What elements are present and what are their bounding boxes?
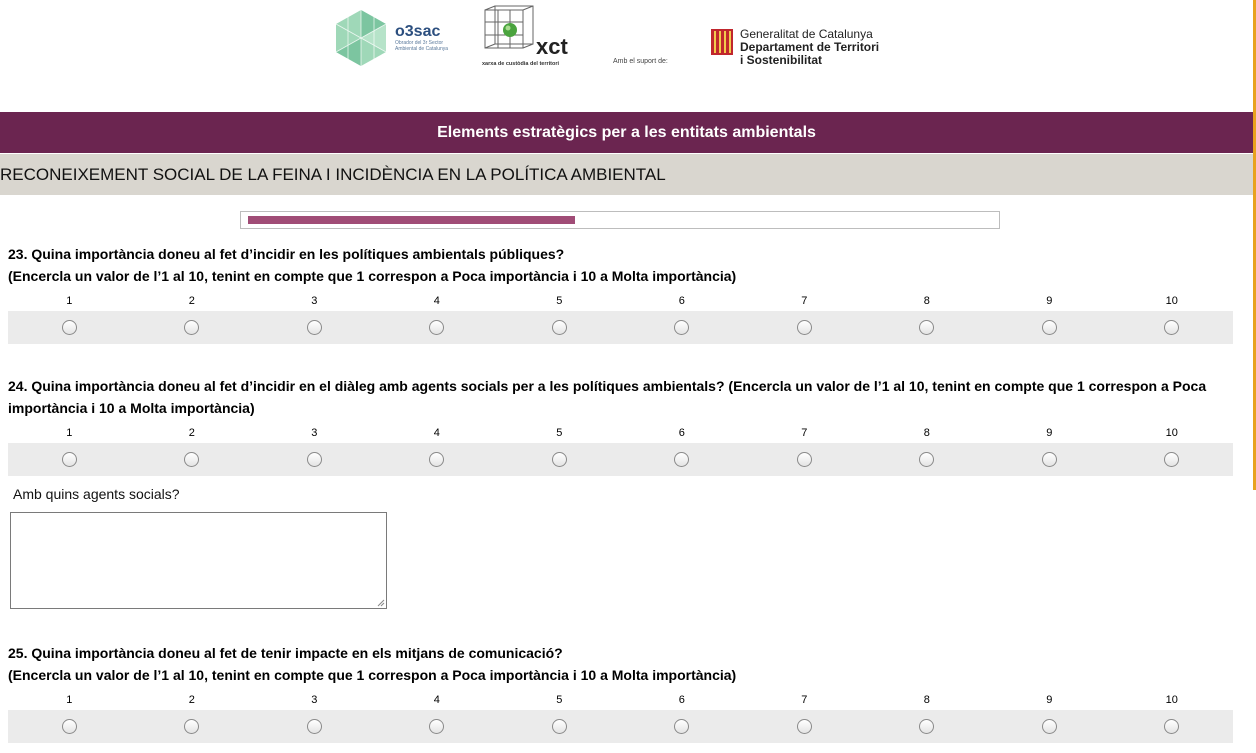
- scale-label: 10: [1165, 427, 1178, 439]
- generalitat-line2: Departament de Territori: [740, 40, 880, 54]
- rating-radio-8[interactable]: [919, 320, 934, 335]
- scale-label: 8: [923, 694, 930, 706]
- scale-label: 9: [1046, 694, 1053, 706]
- scale-label: 3: [311, 295, 318, 307]
- scale-labels-23: [8, 295, 1233, 307]
- scale-label: 4: [433, 295, 440, 307]
- section-title: RECONEIXEMENT SOCIAL DE LA FEINA I INCIDÈNCIA EN LA POLÍTICA AMBIENTAL: [0, 154, 1253, 195]
- rating-radio-8[interactable]: [919, 719, 934, 734]
- scale-label: 6: [678, 295, 685, 307]
- scale-label: 7: [801, 427, 808, 439]
- rating-radio-8[interactable]: [919, 452, 934, 467]
- rating-radio-10[interactable]: [1164, 719, 1179, 734]
- rating-radio-4[interactable]: [429, 452, 444, 467]
- scale-label: 10: [1165, 694, 1178, 706]
- o3sac-hexagon-icon: [333, 8, 389, 68]
- rating-radio-9[interactable]: [1042, 320, 1057, 335]
- rating-radio-3[interactable]: [307, 320, 322, 335]
- rating-radio-7[interactable]: [797, 320, 812, 335]
- scale-label: 5: [556, 295, 563, 307]
- question-25: [0, 642, 1256, 686]
- scale-label: 8: [923, 427, 930, 439]
- question-text: 23. Quina importància doneu al fet d’incidir en les polítiques ambientals públiques?: [8, 246, 565, 262]
- o3sac-logo: [333, 8, 463, 68]
- scale-label: 1: [66, 295, 73, 307]
- scale-label: 8: [923, 295, 930, 307]
- scale-label: 4: [433, 694, 440, 706]
- question-instruction: (Encercla un valor de l’1 al 10, tenint en compte que 1 correspon a Poca importància i 10 a Molta importància): [8, 667, 737, 683]
- scale-label: 3: [311, 694, 318, 706]
- rating-radio-1[interactable]: [62, 320, 77, 335]
- o3sac-subtitle: Obrador del 3r Sector Ambiental de Catalunya: [395, 40, 449, 52]
- scale-label: 2: [188, 295, 195, 307]
- question-instruction: (Encercla un valor de l’1 al 10, tenint en compte que 1 correspon a Poca importància i 10 a Molta importància): [8, 268, 737, 284]
- rating-row-25: [8, 710, 1233, 743]
- generalitat-line3: i Sostenibilitat: [740, 53, 823, 67]
- xct-cube-icon: [482, 4, 538, 56]
- question-24: [0, 375, 1256, 419]
- scale-label: 3: [311, 427, 318, 439]
- scale-label: 10: [1165, 295, 1178, 307]
- scale-label: 6: [678, 427, 685, 439]
- scale-label: 5: [556, 694, 563, 706]
- rating-radio-4[interactable]: [429, 320, 444, 335]
- rating-radio-3[interactable]: [307, 452, 322, 467]
- social-agents-textarea[interactable]: [10, 512, 387, 609]
- xct-name: xct: [536, 34, 568, 59]
- scale-labels-24: [8, 427, 1233, 439]
- progress-bar: [240, 211, 1000, 229]
- rating-radio-5[interactable]: [552, 320, 567, 335]
- logo-header: [0, 0, 1256, 110]
- generalitat-logo: [710, 28, 879, 67]
- scale-labels-25: [8, 694, 1233, 706]
- question-23: [0, 243, 1256, 287]
- scale-label: 9: [1046, 295, 1053, 307]
- rating-radio-10[interactable]: [1164, 452, 1179, 467]
- scale-label: 5: [556, 427, 563, 439]
- rating-radio-1[interactable]: [62, 452, 77, 467]
- progress-fill: [248, 216, 575, 224]
- rating-radio-9[interactable]: [1042, 452, 1057, 467]
- rating-radio-2[interactable]: [184, 452, 199, 467]
- rating-radio-7[interactable]: [797, 452, 812, 467]
- scale-label: 1: [66, 694, 73, 706]
- rating-radio-5[interactable]: [552, 719, 567, 734]
- rating-radio-1[interactable]: [62, 719, 77, 734]
- rating-radio-6[interactable]: [674, 719, 689, 734]
- scale-label: 2: [188, 694, 195, 706]
- rating-row-23: [8, 311, 1233, 344]
- rating-radio-10[interactable]: [1164, 320, 1179, 335]
- xct-subtitle: xarxa de custòdia del territori: [482, 61, 560, 67]
- rating-radio-2[interactable]: [184, 719, 199, 734]
- rating-radio-7[interactable]: [797, 719, 812, 734]
- rating-row-24: [8, 443, 1233, 476]
- scale-label: 2: [188, 427, 195, 439]
- question-text: 24. Quina importància doneu al fet d’incidir en el diàleg amb agents socials per a les polítiques ambientals? (Encercla un valor de l’1 al 10, tenint en compte que 1 correspon a Poca importància i 10 a Molta importància): [8, 378, 1207, 416]
- rating-radio-5[interactable]: [552, 452, 567, 467]
- scale-label: 6: [678, 694, 685, 706]
- survey-title: Elements estratègics per a les entitats ambientals: [0, 112, 1253, 153]
- scale-label: 9: [1046, 427, 1053, 439]
- rating-radio-6[interactable]: [674, 320, 689, 335]
- rating-radio-4[interactable]: [429, 719, 444, 734]
- question-text: 25. Quina importància doneu al fet de tenir impacte en els mitjans de comunicació?: [8, 645, 563, 661]
- scale-label: 7: [801, 295, 808, 307]
- o3sac-name: o3sac: [395, 23, 441, 40]
- rating-radio-6[interactable]: [674, 452, 689, 467]
- support-text: Amb el suport de:: [613, 58, 668, 65]
- rating-radio-9[interactable]: [1042, 719, 1057, 734]
- scale-label: 7: [801, 694, 808, 706]
- xct-logo: [480, 4, 590, 70]
- resize-grip-icon[interactable]: [377, 599, 385, 607]
- scale-label: 4: [433, 427, 440, 439]
- rating-radio-2[interactable]: [184, 320, 199, 335]
- followup-label: Amb quins agents socials?: [13, 486, 180, 502]
- scale-label: 1: [66, 427, 73, 439]
- rating-radio-3[interactable]: [307, 719, 322, 734]
- generalitat-emblem-icon: [710, 28, 734, 56]
- generalitat-line1: Generalitat de Catalunya: [740, 27, 873, 41]
